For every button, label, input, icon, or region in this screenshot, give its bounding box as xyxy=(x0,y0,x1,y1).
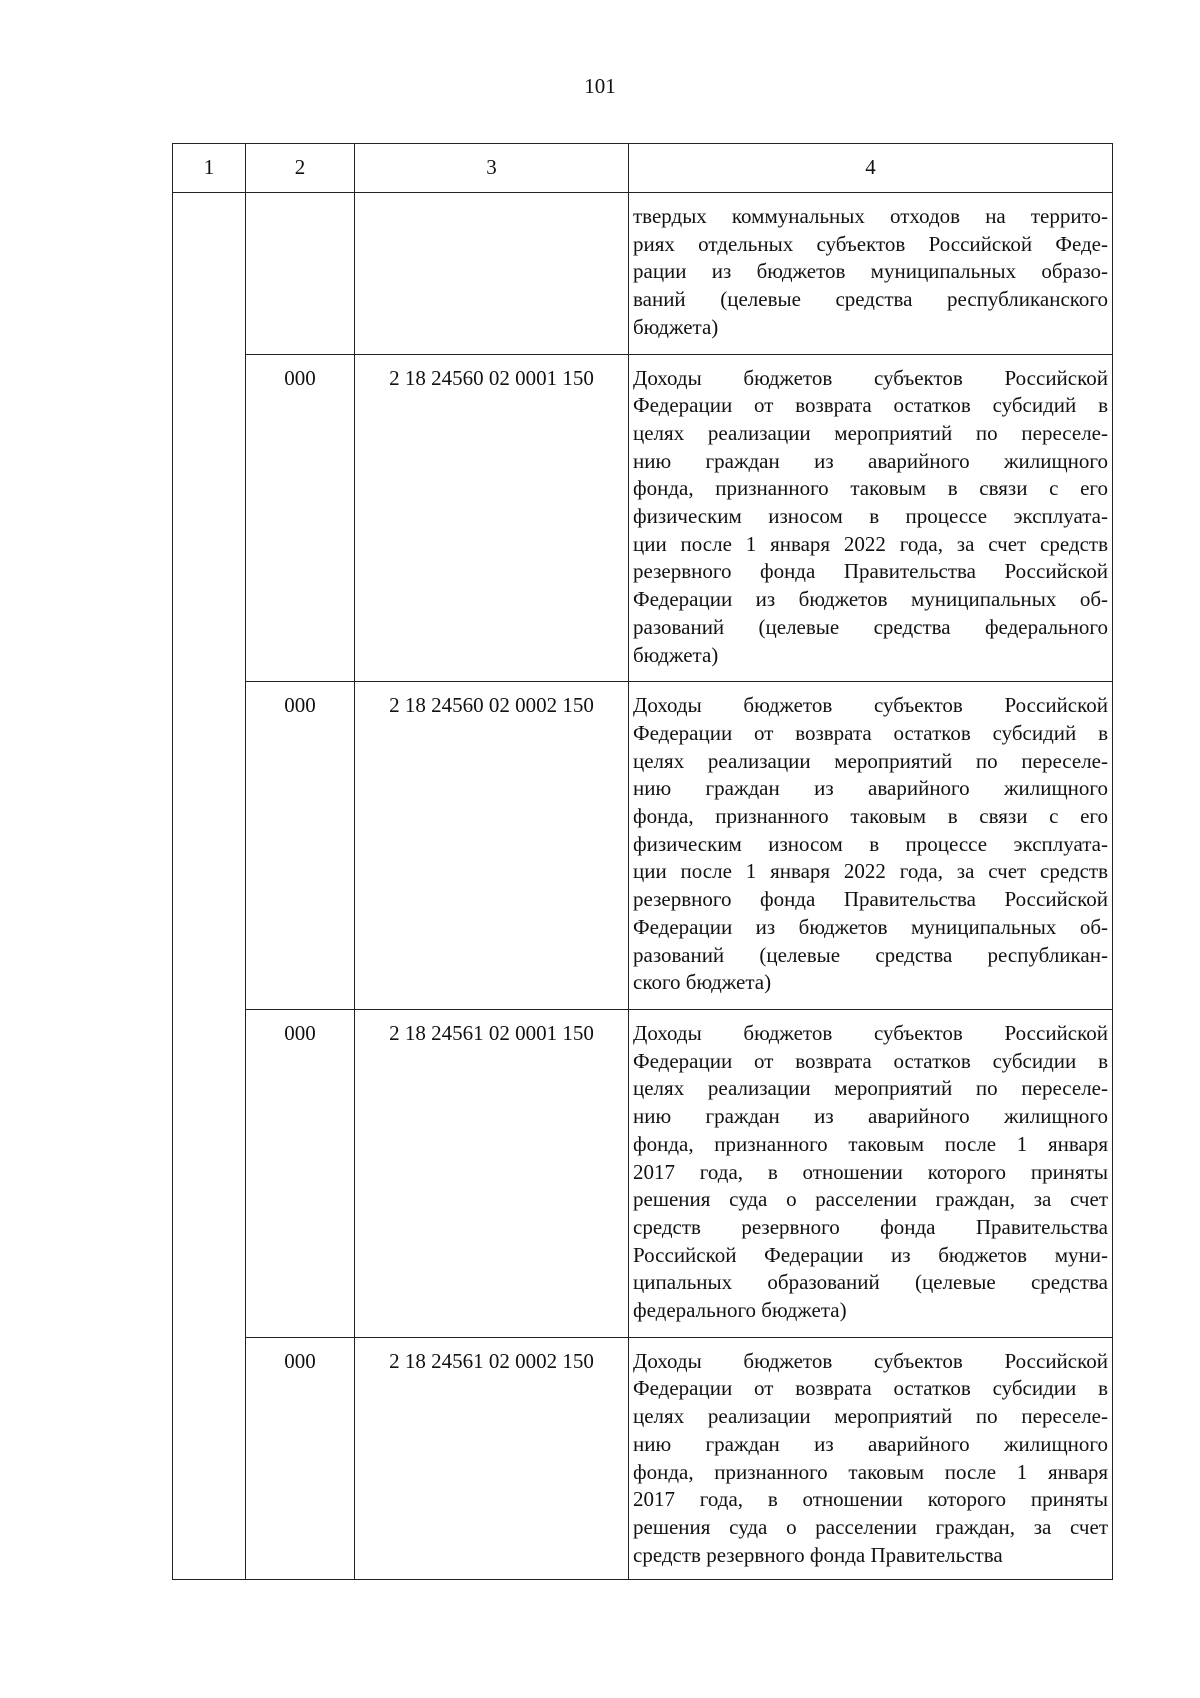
description-line: Доходы бюджетов субъектов Российской xyxy=(633,1348,1108,1373)
admin-code-cell xyxy=(246,193,355,355)
description-line: ского бюджета) xyxy=(633,970,772,995)
description-line: нию граждан из аварийного жилищного xyxy=(633,1104,1108,1129)
description-cell xyxy=(629,193,1113,355)
description-line: Федерации от возврата остатков субсидии в xyxy=(633,1048,1108,1073)
description-line: целях реализации мероприятий по переселе- xyxy=(633,420,1108,445)
description-line: рации из бюджетов муниципальных образо- xyxy=(633,259,1108,284)
description-line: ции после 1 января 2022 года, за счет средств xyxy=(633,859,1108,884)
description-line: твердых коммунальных отходов на террито- xyxy=(633,204,1108,228)
description-cell xyxy=(629,1009,1113,1337)
description-line: Российской Федерации из бюджетов муни- xyxy=(633,1242,1108,1267)
table-row xyxy=(173,1009,1113,1337)
description-line: 2017 года, в отношении которого приняты xyxy=(633,1487,1108,1512)
budget-code-cell: 2 18 24561 02 0001 150 xyxy=(355,1009,629,1337)
description-line: решения суда о расселении граждан, за счет xyxy=(633,1187,1108,1212)
description-line: 2017 года, в отношении которого приняты xyxy=(633,1159,1108,1184)
description-line: разований (целевые средства федерального xyxy=(633,614,1108,639)
description-line: физическим износом в процессе эксплуата- xyxy=(633,831,1108,856)
budget-code-cell: 2 18 24561 02 0002 150 xyxy=(355,1337,629,1580)
description-line: решения суда о расселении граждан, за счет xyxy=(633,1514,1108,1539)
table-row xyxy=(173,682,1113,1010)
description-line: нию граждан из аварийного жилищного xyxy=(633,448,1108,473)
description-line: риях отдельных субъектов Российской Феде- xyxy=(633,231,1108,256)
description-line: резервного фонда Правительства Российской xyxy=(633,887,1108,912)
description-line: ции после 1 января 2022 года, за счет средств xyxy=(633,531,1108,556)
description-line: федерального бюджета) xyxy=(633,1298,847,1323)
description-line: физическим износом в процессе эксплуата- xyxy=(633,504,1108,529)
budget-codes-table xyxy=(172,143,1113,1580)
description-line: ваний (целевые средства республиканского xyxy=(633,287,1108,312)
description-line: Федерации из бюджетов муниципальных об- xyxy=(633,914,1108,939)
col-1-cell xyxy=(173,193,246,1580)
header-col-3: 3 xyxy=(355,144,629,193)
description-cell xyxy=(629,1337,1113,1580)
description-cell xyxy=(629,682,1113,1010)
description-line: нию граждан из аварийного жилищного xyxy=(633,1431,1108,1456)
header-col-1: 1 xyxy=(173,144,246,193)
description-line: целях реализации мероприятий по переселе- xyxy=(633,748,1108,773)
table-row xyxy=(173,193,1113,355)
description-line: нию граждан из аварийного жилищного xyxy=(633,776,1108,801)
admin-code-cell: 000 xyxy=(246,354,355,682)
description-line: фонда, признанного таковым после 1 января xyxy=(633,1459,1108,1484)
description-line: Федерации от возврата остатков субсидий в xyxy=(633,393,1108,418)
budget-code-cell: 2 18 24560 02 0001 150 xyxy=(355,354,629,682)
page-number: 101 xyxy=(584,74,616,98)
admin-code-cell: 000 xyxy=(246,682,355,1010)
description-line: Федерации от возврата остатков субсидии в xyxy=(633,1376,1108,1401)
admin-code-cell: 000 xyxy=(246,1009,355,1337)
header-row xyxy=(173,144,1113,193)
description-line: бюджета) xyxy=(633,642,719,667)
description-line: Доходы бюджетов субъектов Российской xyxy=(633,693,1108,718)
description-line: резервного фонда Правительства Российской xyxy=(633,559,1108,584)
description-line: целях реализации мероприятий по переселе- xyxy=(633,1076,1108,1101)
budget-code-cell xyxy=(355,193,629,355)
description-line: фонда, признанного таковым в связи с его xyxy=(633,476,1108,501)
description-line: бюджета) xyxy=(633,314,719,339)
description-line: фонда, признанного таковым в связи с его xyxy=(633,804,1108,829)
description-line: Федерации от возврата остатков субсидий в xyxy=(633,720,1108,745)
description-line: фонда, признанного таковым после 1 января xyxy=(633,1131,1108,1156)
header-col-2: 2 xyxy=(246,144,355,193)
description-line: ципальных образований (целевые средства xyxy=(633,1270,1108,1295)
description-cell xyxy=(629,354,1113,682)
description-line: целях реализации мероприятий по переселе- xyxy=(633,1404,1108,1429)
table-row xyxy=(173,1337,1113,1580)
description-line: разований (целевые средства республикан- xyxy=(633,942,1108,967)
description-line: Доходы бюджетов субъектов Российской xyxy=(633,365,1108,390)
description-line: средств резервного фонда Правительства xyxy=(633,1542,1003,1567)
description-line: Федерации из бюджетов муниципальных об- xyxy=(633,587,1108,612)
header-col-4: 4 xyxy=(629,144,1113,193)
admin-code-cell: 000 xyxy=(246,1337,355,1580)
budget-code-cell: 2 18 24560 02 0002 150 xyxy=(355,682,629,1010)
table-row xyxy=(173,354,1113,682)
description-line: средств резервного фонда Правительства xyxy=(633,1214,1108,1239)
description-line: Доходы бюджетов субъектов Российской xyxy=(633,1020,1108,1045)
